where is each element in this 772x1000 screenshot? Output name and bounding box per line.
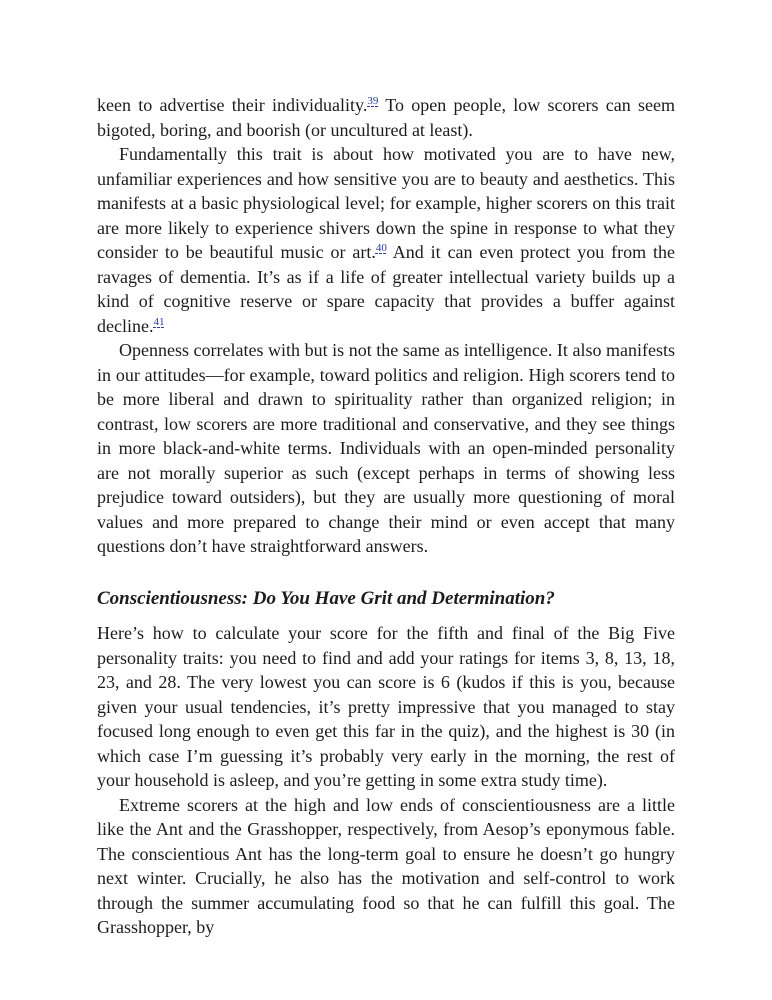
paragraph-openness-end	[97, 93, 675, 142]
section-heading-conscientiousness: Conscientiousness: Do You Have Grit and Determination?	[97, 587, 555, 609]
paragraph-text: keen to advertise their individuality.	[97, 95, 368, 115]
paragraph-text: And it can even protect you from the ravages of dementia. It’s as if a life of greater intellectual variety builds up a kind of cognitive reserve or spare capacity that provides a buffer against decline.	[97, 242, 675, 336]
paragraph-openness-intelligence: Openness correlates with but is not the same as intelligence. It also manifests in our attitudes—for example, toward politics and religion. High scorers tend to be more liberal and drawn to spirituality rather than organized religion; in contrast, low scorers are more traditional and conservative, and they see things in more black-and-white terms. Individuals with an open-minded personality are not morally superior as such (except perhaps in terms of showing less prejudice toward outsiders), but they are usually more questioning of moral values and more prepared to change their mind or even accept that many questions don’t have straightforward answers.	[97, 340, 675, 556]
footnote-link-41[interactable]: 41	[153, 315, 165, 328]
paragraph-ant-grasshopper: Extreme scorers at the high and low ends of conscientiousness are a little like the Ant and the Grasshopper, respectively, from Aesop’s eponymous fable. The conscientious Ant has the long-term goal to ensure he doesn’t go hungry next winter. Crucially, he also has the motivation and self-control to work through the summer accumulating food so that he can fulfill this goal. The Grasshopper, by	[97, 794, 675, 937]
paragraph-text: Fundamentally this trait is about how motivated you are to have new, unfamiliar experiences and how sensitive you are to beauty and aesthetics. This manifests at a basic physiological level; for example, higher scorers on this trait are more likely to experience shivers down the spine in response to what they consider to be beautiful music or art.	[97, 144, 675, 262]
paragraph-text: To open people, low scorers can seem bigoted, boring, and boorish (or uncultured at least).	[97, 95, 675, 140]
book-page	[97, 93, 675, 940]
paragraph-conscientiousness-score: Here’s how to calculate your score for the fifth and final of the Big Five personality traits: you need to find and add your ratings for items 3, 8, 13, 18, 23, and 28. The very lowest you can score is 6 (kudos if this is you, because given your usual tendencies, it’s pretty impressive that you managed to stay focused long enough to even get this far in the quiz), and the highest is 30 (in which case I’m guessing it’s probably very early in the morning, the rest of your household is asleep, and you’re getting in some extra study time).	[97, 623, 675, 790]
paragraph-openness-definition	[97, 142, 675, 338]
footnote-link-40[interactable]: 40	[375, 242, 387, 254]
footnote-link-39[interactable]: 39	[367, 95, 379, 107]
